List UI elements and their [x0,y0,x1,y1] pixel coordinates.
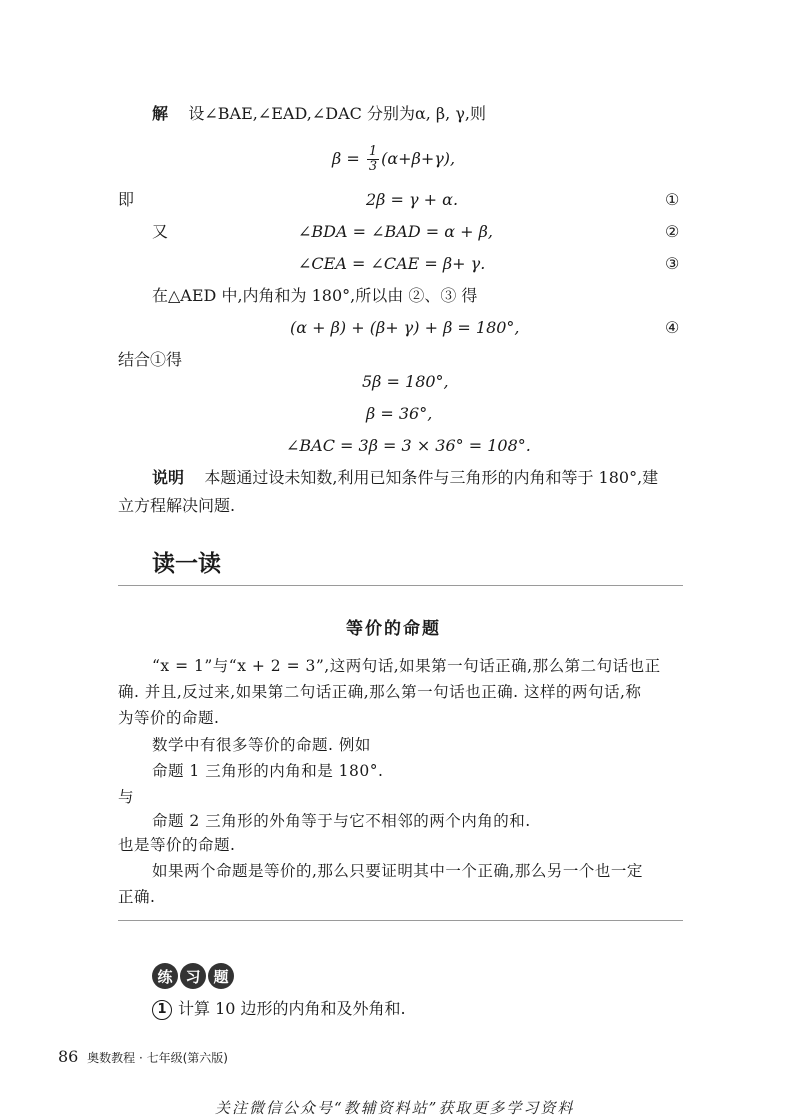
divider-top [118,585,683,586]
exercises-badge-char-3: 题 [208,963,234,989]
page-number: 86 [58,1047,79,1066]
exercises-badge-char-1: 练 [152,963,178,989]
equation-2: ∠BDA = ∠BAD = α + β, [298,222,493,241]
exercises-badge-char-2: 习 [180,963,206,989]
label-you: 又 [152,222,169,241]
solution-label: 解 [152,104,169,123]
combine-text: 结合①得 [118,350,183,369]
reading-yu: 与 [118,788,135,806]
divider-bottom [118,920,683,921]
reading-p2: 数学中有很多等价的命题. 例如 [152,736,371,754]
solution-intro-text: 设∠BAE,∠EAD,∠DAC 分别为α, β, γ,则 [188,104,486,123]
fraction-one-third: $\frac{1}{3}$ [368,144,378,174]
exercise-1-text: 计算 10 边形的内角和及外角和. [178,999,406,1018]
book-title: 奥数教程 · 七年级(第六版) [87,1051,228,1065]
reading-p1-line2: 确. 并且,反过来,如果第二句话正确,那么第一句话也正确. 这样的两句话,称 [118,683,642,701]
equation-beta: β = $\frac{1}{3}$ (α+β+γ), [332,144,456,174]
reading-p3-line1: 如果两个命题是等价的,那么只要证明其中一个正确,那么另一个也一定 [152,862,643,880]
section-title-reading: 读一读 [152,551,221,577]
exercise-1 [152,998,406,1020]
equation-1: 2β = γ + α. [366,190,459,209]
exercises-badge [152,963,234,989]
reading-title: 等价的命题 [346,619,441,639]
equation-6: β = 36°, [366,404,433,423]
note-line2: 立方程解决问题. [118,496,236,515]
watermark-text: 关注微信公众号“教辅资料站”获取更多学习资料 [215,1099,575,1117]
label-ji: 即 [118,190,135,209]
solution-intro [152,103,486,125]
equation-5: 5β = 180°, [362,372,449,391]
reading-p1-line3: 为等价的命题. [118,709,220,727]
reading-also: 也是等价的命题. [118,836,236,854]
proposition-2: 命题 2 三角形的外角等于与它不相邻的两个内角的和. [152,812,531,830]
exercise-number-1: 1 [152,1000,172,1020]
equation-number-2: ② [665,222,680,241]
equation-7: ∠BAC = 3β = 3 × 36° = 108°. [286,436,531,455]
note-line1 [152,467,658,489]
equation-number-3: ③ [665,254,680,273]
reading-p1-line1: “x = 1”与“x + 2 = 3”,这两句话,如果第一句话正确,那么第二句话也正 [152,657,661,675]
page-footer [58,1047,228,1066]
note-label: 说明 [152,468,185,487]
equation-number-4: ④ [665,318,680,337]
proposition-1: 命题 1 三角形的内角和是 180°. [152,762,384,780]
triangle-text: 在△AED 中,内角和为 180°,所以由 ②、③ 得 [152,286,478,305]
reading-p3-line2: 正确. [118,888,156,906]
note-text: 本题通过设未知数,利用已知条件与三角形的内角和等于 180°,建 [204,468,659,487]
equation-number-1: ① [665,190,680,209]
equation-3: ∠CEA = ∠CAE = β+ γ. [298,254,486,273]
equation-4: (α + β) + (β+ γ) + β = 180°, [290,318,520,337]
